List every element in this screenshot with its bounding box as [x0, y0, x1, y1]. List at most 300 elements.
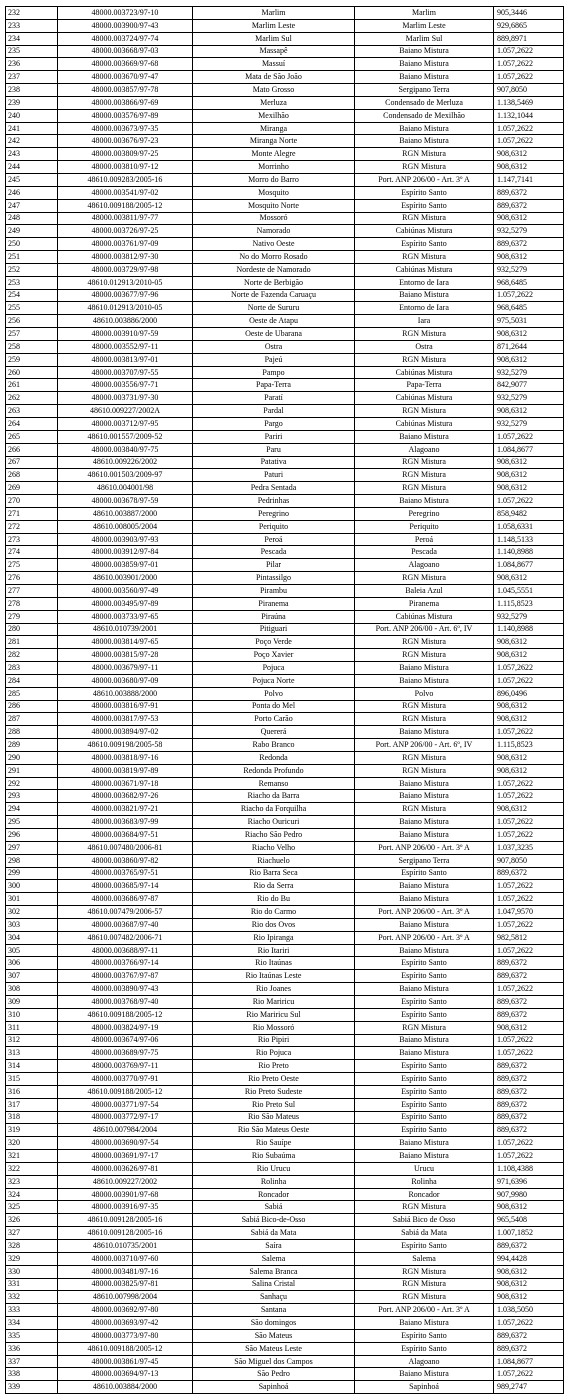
oil-stream-cell: Entorno de Iara	[355, 302, 494, 315]
field-name-cell: Patativa	[193, 456, 355, 469]
process-number-cell: 48610.004001/98	[58, 482, 193, 495]
row-number-cell: 259	[6, 353, 58, 366]
process-number-cell: 48610.001503/2009-97	[58, 469, 193, 482]
row-number-cell: 302	[6, 906, 58, 919]
field-name-cell: Quererá	[193, 726, 355, 739]
reference-price-cell: 889,6372	[494, 1008, 564, 1021]
oil-stream-cell: Espírito Santo	[355, 199, 494, 212]
reference-price-cell: 1.084,8677	[494, 559, 564, 572]
oil-stream-cell: RGN Mistura	[355, 161, 494, 174]
reference-price-cell: 1.057,2622	[494, 1368, 564, 1381]
row-number-cell: 321	[6, 1150, 58, 1163]
table-row	[6, 71, 564, 84]
table-row	[6, 726, 564, 739]
oil-stream-cell: Cabiúnas Mistura	[355, 263, 494, 276]
oil-stream-cell: Baiano Mistura	[355, 918, 494, 931]
oil-stream-cell: RGN Mistura	[355, 482, 494, 495]
oil-stream-cell: RGN Mistura	[355, 636, 494, 649]
field-name-cell: Riacho São Pedro	[193, 829, 355, 842]
process-number-cell: 48610.003888/2000	[58, 687, 193, 700]
field-name-cell: Riacho Ouricuri	[193, 816, 355, 829]
field-name-cell: Massuí	[193, 58, 355, 71]
table-row	[6, 1265, 564, 1278]
process-number-cell: 48000.003556/97-71	[58, 379, 193, 392]
oil-stream-cell: Baiano Mistura	[355, 829, 494, 842]
process-number-cell: 48000.003824/97-19	[58, 1021, 193, 1034]
row-number-cell: 288	[6, 726, 58, 739]
oil-stream-cell: Sapinhoá	[355, 1381, 494, 1394]
field-name-cell: Peroá	[193, 533, 355, 546]
table-row	[6, 546, 564, 559]
reference-price-cell: 1.057,2622	[494, 918, 564, 931]
reference-price-cell: 896,0496	[494, 687, 564, 700]
table-row	[6, 662, 564, 675]
reference-price-cell: 932,5279	[494, 610, 564, 623]
field-name-cell: Nordeste de Namorado	[193, 263, 355, 276]
oil-stream-cell: Baiano Mistura	[355, 289, 494, 302]
field-name-cell: Sabiá Bico-de-Osso	[193, 1214, 355, 1227]
oil-stream-cell: Urucu	[355, 1162, 494, 1175]
reference-price-cell: 1.108,4388	[494, 1162, 564, 1175]
reference-price-cell: 1.057,2622	[494, 777, 564, 790]
reference-price-cell: 989,2747	[494, 1381, 564, 1394]
row-number-cell: 266	[6, 443, 58, 456]
process-number-cell: 48000.003901/97-68	[58, 1188, 193, 1201]
reference-price-cell: 889,6372	[494, 970, 564, 983]
row-number-cell: 332	[6, 1291, 58, 1304]
process-number-cell: 48000.003674/97-06	[58, 1034, 193, 1047]
oil-stream-cell: Marlim Sul	[355, 32, 494, 45]
row-number-cell: 320	[6, 1137, 58, 1150]
table-row	[6, 572, 564, 585]
row-number-cell: 299	[6, 867, 58, 880]
oil-stream-cell: Baiano Mistura	[355, 58, 494, 71]
field-name-cell: São domingos	[193, 1317, 355, 1330]
field-name-cell: Rio São Mateus	[193, 1111, 355, 1124]
table-row	[6, 32, 564, 45]
oil-stream-cell: Espírito Santo	[355, 995, 494, 1008]
process-number-cell: 48000.003840/97-75	[58, 443, 193, 456]
row-number-cell: 322	[6, 1162, 58, 1175]
field-name-cell: No do Morro Rosado	[193, 251, 355, 264]
row-number-cell: 242	[6, 135, 58, 148]
reference-price-cell: 905,3446	[494, 7, 564, 20]
row-number-cell: 258	[6, 340, 58, 353]
table-row	[6, 944, 564, 957]
reference-price-cell: 1.057,2622	[494, 726, 564, 739]
field-name-cell: Rio Mariricu Sul	[193, 1008, 355, 1021]
reference-price-cell: 1.057,2622	[494, 1317, 564, 1330]
oil-stream-cell: RGN Mistura	[355, 1021, 494, 1034]
process-number-cell: 48610.001557/2009-52	[58, 430, 193, 443]
row-number-cell: 238	[6, 84, 58, 97]
table-row	[6, 636, 564, 649]
oil-stream-cell: Sabiá Bico de Osso	[355, 1214, 494, 1227]
table-row	[6, 340, 564, 353]
row-number-cell: 289	[6, 739, 58, 752]
table-row	[6, 957, 564, 970]
row-number-cell: 326	[6, 1214, 58, 1227]
process-number-cell: 48610.009283/2005-16	[58, 173, 193, 186]
oil-stream-cell: Condensado de Merluza	[355, 96, 494, 109]
price-table	[5, 6, 564, 1394]
reference-price-cell: 965,5408	[494, 1214, 564, 1227]
table-row	[6, 983, 564, 996]
row-number-cell: 311	[6, 1021, 58, 1034]
process-number-cell: 48000.003766/97-14	[58, 957, 193, 970]
oil-stream-cell: Sergipano Terra	[355, 84, 494, 97]
table-row	[6, 1060, 564, 1073]
table-row	[6, 418, 564, 431]
row-number-cell: 307	[6, 970, 58, 983]
process-number-cell: 48000.003771/97-54	[58, 1098, 193, 1111]
field-name-cell: Rio Preto Sul	[193, 1098, 355, 1111]
oil-stream-cell: Espírito Santo	[355, 1008, 494, 1021]
table-row	[6, 867, 564, 880]
reference-price-cell: 1.057,2622	[494, 1137, 564, 1150]
field-name-cell: Paratí	[193, 392, 355, 405]
reference-price-cell: 1.057,2622	[494, 944, 564, 957]
oil-stream-cell: RGN Mistura	[355, 1201, 494, 1214]
table-row	[6, 880, 564, 893]
reference-price-cell: 1.057,2622	[494, 880, 564, 893]
reference-price-cell: 889,6372	[494, 995, 564, 1008]
reference-price-cell: 889,6372	[494, 1060, 564, 1073]
table-row	[6, 893, 564, 906]
table-row	[6, 443, 564, 456]
reference-price-cell: 982,5812	[494, 931, 564, 944]
reference-price-cell: 908,6312	[494, 713, 564, 726]
row-number-cell: 272	[6, 520, 58, 533]
process-number-cell: 48610.007479/2006-57	[58, 906, 193, 919]
oil-stream-cell: Port. ANP 206/00 - Art. 6º, IV	[355, 739, 494, 752]
table-row	[6, 764, 564, 777]
process-number-cell: 48000.003692/97-80	[58, 1304, 193, 1317]
reference-price-cell: 932,5279	[494, 263, 564, 276]
process-number-cell: 48000.003772/97-17	[58, 1111, 193, 1124]
row-number-cell: 296	[6, 829, 58, 842]
oil-stream-cell: Cabiúnas Mistura	[355, 392, 494, 405]
reference-price-cell: 908,6312	[494, 1291, 564, 1304]
oil-stream-cell: Baleia Azul	[355, 584, 494, 597]
reference-price-cell: 889,6372	[494, 1240, 564, 1253]
reference-price-cell: 889,6372	[494, 1111, 564, 1124]
row-number-cell: 282	[6, 649, 58, 662]
reference-price-cell: 908,6312	[494, 572, 564, 585]
oil-stream-cell: Baiano Mistura	[355, 662, 494, 675]
process-number-cell: 48000.003733/97-65	[58, 610, 193, 623]
row-number-cell: 278	[6, 597, 58, 610]
oil-stream-cell: RGN Mistura	[355, 328, 494, 341]
row-number-cell: 250	[6, 238, 58, 251]
process-number-cell: 48000.003813/97-01	[58, 353, 193, 366]
row-number-cell: 271	[6, 507, 58, 520]
reference-price-cell: 1.057,2622	[494, 816, 564, 829]
row-number-cell: 337	[6, 1355, 58, 1368]
oil-stream-cell: Baiano Mistura	[355, 122, 494, 135]
row-number-cell: 243	[6, 148, 58, 161]
reference-price-cell: 1.057,2622	[494, 58, 564, 71]
table-row	[6, 1188, 564, 1201]
table-row	[6, 366, 564, 379]
process-number-cell: 48610.009227/2002	[58, 1175, 193, 1188]
process-number-cell: 48000.003857/97-78	[58, 84, 193, 97]
field-name-cell: Riacho da Barra	[193, 790, 355, 803]
field-name-cell: São Mateus Leste	[193, 1342, 355, 1355]
oil-stream-cell: Condensado de Mexilhão	[355, 109, 494, 122]
table-row	[6, 469, 564, 482]
row-number-cell: 294	[6, 803, 58, 816]
process-number-cell: 48000.003576/97-89	[58, 109, 193, 122]
reference-price-cell: 908,6312	[494, 251, 564, 264]
field-name-cell: Redonda Profundo	[193, 764, 355, 777]
table-row	[6, 19, 564, 32]
process-number-cell: 48000.003678/97-59	[58, 495, 193, 508]
row-number-cell: 263	[6, 405, 58, 418]
row-number-cell: 333	[6, 1304, 58, 1317]
reference-price-cell: 1.057,2622	[494, 983, 564, 996]
reference-price-cell: 1.148,5133	[494, 533, 564, 546]
reference-price-cell: 1.147,7141	[494, 173, 564, 186]
process-number-cell: 48000.003682/97-26	[58, 790, 193, 803]
field-name-cell: Rio Itaúnas	[193, 957, 355, 970]
field-name-cell: Sanhaçu	[193, 1291, 355, 1304]
process-number-cell: 48000.003890/97-43	[58, 983, 193, 996]
oil-stream-cell: Marlim Leste	[355, 19, 494, 32]
field-name-cell: Porto Carão	[193, 713, 355, 726]
oil-stream-cell: Peregrino	[355, 507, 494, 520]
field-name-cell: Rio Ipiranga	[193, 931, 355, 944]
oil-stream-cell: Espírito Santo	[355, 1098, 494, 1111]
reference-price-cell: 1.045,5551	[494, 584, 564, 597]
process-number-cell: 48610.009188/2005-12	[58, 199, 193, 212]
row-number-cell: 279	[6, 610, 58, 623]
table-row	[6, 1111, 564, 1124]
row-number-cell: 232	[6, 7, 58, 20]
reference-price-cell: 1.084,8677	[494, 443, 564, 456]
table-row	[6, 803, 564, 816]
field-name-cell: Rio Mossoró	[193, 1021, 355, 1034]
oil-stream-cell: RGN Mistura	[355, 649, 494, 662]
process-number-cell: 48000.003626/97-81	[58, 1162, 193, 1175]
row-number-cell: 327	[6, 1227, 58, 1240]
row-number-cell: 304	[6, 931, 58, 944]
table-row	[6, 392, 564, 405]
field-name-cell: Rio Itariri	[193, 944, 355, 957]
reference-price-cell: 908,6312	[494, 764, 564, 777]
reference-price-cell: 908,6312	[494, 212, 564, 225]
table-row	[6, 302, 564, 315]
field-name-cell: Rio Joanes	[193, 983, 355, 996]
process-number-cell: 48000.003812/97-30	[58, 251, 193, 264]
field-name-cell: Marlim Leste	[193, 19, 355, 32]
oil-stream-cell: Cabiúnas Mistura	[355, 366, 494, 379]
field-name-cell: São Pedro	[193, 1368, 355, 1381]
process-number-cell: 48000.003679/97-11	[58, 662, 193, 675]
reference-price-cell: 858,9482	[494, 507, 564, 520]
process-number-cell: 48000.003818/97-16	[58, 751, 193, 764]
process-number-cell: 48000.003694/97-13	[58, 1368, 193, 1381]
oil-stream-cell: Port. ANP 206/00 - Art. 3º A	[355, 173, 494, 186]
oil-stream-cell: Baiano Mistura	[355, 893, 494, 906]
row-number-cell: 286	[6, 700, 58, 713]
reference-price-cell: 889,6372	[494, 1124, 564, 1137]
oil-stream-cell: Port. ANP 206/00 - Art. 3º A	[355, 1304, 494, 1317]
row-number-cell: 248	[6, 212, 58, 225]
oil-stream-cell: Sergipano Terra	[355, 854, 494, 867]
field-name-cell: Pampo	[193, 366, 355, 379]
process-number-cell: 48000.003677/97-96	[58, 289, 193, 302]
oil-stream-cell: Baiano Mistura	[355, 1034, 494, 1047]
row-number-cell: 335	[6, 1329, 58, 1342]
oil-stream-cell: Ostra	[355, 340, 494, 353]
oil-stream-cell: Baiano Mistura	[355, 45, 494, 58]
oil-stream-cell: Espírito Santo	[355, 957, 494, 970]
process-number-cell: 48000.003761/97-09	[58, 238, 193, 251]
row-number-cell: 264	[6, 418, 58, 431]
field-name-cell: Pedra Sentada	[193, 482, 355, 495]
field-name-cell: Marlim	[193, 7, 355, 20]
oil-stream-cell: Periquito	[355, 520, 494, 533]
oil-stream-cell: Espírito Santo	[355, 867, 494, 880]
oil-stream-cell: Baiano Mistura	[355, 790, 494, 803]
row-number-cell: 234	[6, 32, 58, 45]
table-row	[6, 610, 564, 623]
process-number-cell: 48000.003903/97-93	[58, 533, 193, 546]
reference-price-cell: 1.115,8523	[494, 597, 564, 610]
table-row	[6, 931, 564, 944]
row-number-cell: 316	[6, 1085, 58, 1098]
table-row	[6, 1317, 564, 1330]
row-number-cell: 309	[6, 995, 58, 1008]
field-name-cell: Rio Preto Oeste	[193, 1073, 355, 1086]
row-number-cell: 295	[6, 816, 58, 829]
field-name-cell: Pescada	[193, 546, 355, 559]
field-name-cell: Sabiá da Mata	[193, 1227, 355, 1240]
process-number-cell: 48000.003729/97-98	[58, 263, 193, 276]
row-number-cell: 313	[6, 1047, 58, 1060]
oil-stream-cell: Baiano Mistura	[355, 880, 494, 893]
field-name-cell: Pirambu	[193, 584, 355, 597]
reference-price-cell: 889,6372	[494, 867, 564, 880]
field-name-cell: Mato Grosso	[193, 84, 355, 97]
field-name-cell: Sapinhoá	[193, 1381, 355, 1394]
process-number-cell: 48000.003693/97-42	[58, 1317, 193, 1330]
reference-price-cell: 1.057,2622	[494, 495, 564, 508]
field-name-cell: Mexilhão	[193, 109, 355, 122]
oil-stream-cell: RGN Mistura	[355, 764, 494, 777]
row-number-cell: 305	[6, 944, 58, 957]
row-number-cell: 301	[6, 893, 58, 906]
table-row	[6, 1214, 564, 1227]
table-row	[6, 829, 564, 842]
oil-stream-cell: Alagoano	[355, 1355, 494, 1368]
row-number-cell: 254	[6, 289, 58, 302]
oil-stream-cell: Baiano Mistura	[355, 1150, 494, 1163]
oil-stream-cell: Cabiúnas Mistura	[355, 610, 494, 623]
reference-price-cell: 1.140,8988	[494, 623, 564, 636]
oil-stream-cell: RGN Mistura	[355, 1291, 494, 1304]
table-row	[6, 854, 564, 867]
row-number-cell: 270	[6, 495, 58, 508]
reference-price-cell: 889,8971	[494, 32, 564, 45]
field-name-cell: Poço Verde	[193, 636, 355, 649]
process-number-cell: 48610.009188/2005-12	[58, 1342, 193, 1355]
table-row	[6, 1124, 564, 1137]
field-name-cell: Rio São Mateus Oeste	[193, 1124, 355, 1137]
process-number-cell: 48610.003901/2000	[58, 572, 193, 585]
row-number-cell: 290	[6, 751, 58, 764]
oil-stream-cell: Rolinha	[355, 1175, 494, 1188]
field-name-cell: Pajeú	[193, 353, 355, 366]
process-number-cell: 48000.003676/97-23	[58, 135, 193, 148]
row-number-cell: 261	[6, 379, 58, 392]
field-name-cell: Rio do Carmo	[193, 906, 355, 919]
process-number-cell: 48610.007984/2004	[58, 1124, 193, 1137]
reference-price-cell: 889,6372	[494, 238, 564, 251]
row-number-cell: 291	[6, 764, 58, 777]
field-name-cell: Mossoró	[193, 212, 355, 225]
reference-price-cell: 1.057,2622	[494, 674, 564, 687]
field-name-cell: Riachuelo	[193, 854, 355, 867]
process-number-cell: 48000.003916/97-35	[58, 1201, 193, 1214]
oil-stream-cell: Marlim	[355, 7, 494, 20]
reference-price-cell: 889,6372	[494, 957, 564, 970]
process-number-cell: 48610.009128/2005-16	[58, 1227, 193, 1240]
process-number-cell: 48610.007480/2006-81	[58, 841, 193, 854]
field-name-cell: Rio Pipiri	[193, 1034, 355, 1047]
row-number-cell: 308	[6, 983, 58, 996]
process-number-cell: 48000.003723/97-10	[58, 7, 193, 20]
table-row	[6, 1227, 564, 1240]
process-number-cell: 48000.003900/97-43	[58, 19, 193, 32]
field-name-cell: Rio Preto	[193, 1060, 355, 1073]
table-row	[6, 559, 564, 572]
table-row	[6, 687, 564, 700]
field-name-cell: Saíra	[193, 1240, 355, 1253]
process-number-cell: 48610.009226/2002	[58, 456, 193, 469]
table-row	[6, 1175, 564, 1188]
row-number-cell: 318	[6, 1111, 58, 1124]
table-row	[6, 751, 564, 764]
process-number-cell: 48000.003816/97-91	[58, 700, 193, 713]
table-row	[6, 1201, 564, 1214]
process-number-cell: 48000.003821/97-21	[58, 803, 193, 816]
process-number-cell: 48000.003671/97-18	[58, 777, 193, 790]
process-number-cell: 48000.003770/97-91	[58, 1073, 193, 1086]
process-number-cell: 48610.012913/2010-05	[58, 302, 193, 315]
reference-price-cell: 908,6312	[494, 482, 564, 495]
table-row	[6, 649, 564, 662]
row-number-cell: 249	[6, 225, 58, 238]
reference-price-cell: 842,9077	[494, 379, 564, 392]
row-number-cell: 240	[6, 109, 58, 122]
table-row	[6, 495, 564, 508]
field-name-cell: Riacho Velho	[193, 841, 355, 854]
reference-price-cell: 1.132,1044	[494, 109, 564, 122]
oil-stream-cell: Baiano Mistura	[355, 71, 494, 84]
process-number-cell: 48000.003668/97-03	[58, 45, 193, 58]
row-number-cell: 268	[6, 469, 58, 482]
process-number-cell: 48000.003683/97-99	[58, 816, 193, 829]
reference-price-cell: 908,6312	[494, 405, 564, 418]
oil-stream-cell: RGN Mistura	[355, 212, 494, 225]
row-number-cell: 310	[6, 1008, 58, 1021]
field-name-cell: Salina Cristal	[193, 1278, 355, 1291]
table-row	[6, 109, 564, 122]
oil-stream-cell: RGN Mistura	[355, 1278, 494, 1291]
row-number-cell: 338	[6, 1368, 58, 1381]
